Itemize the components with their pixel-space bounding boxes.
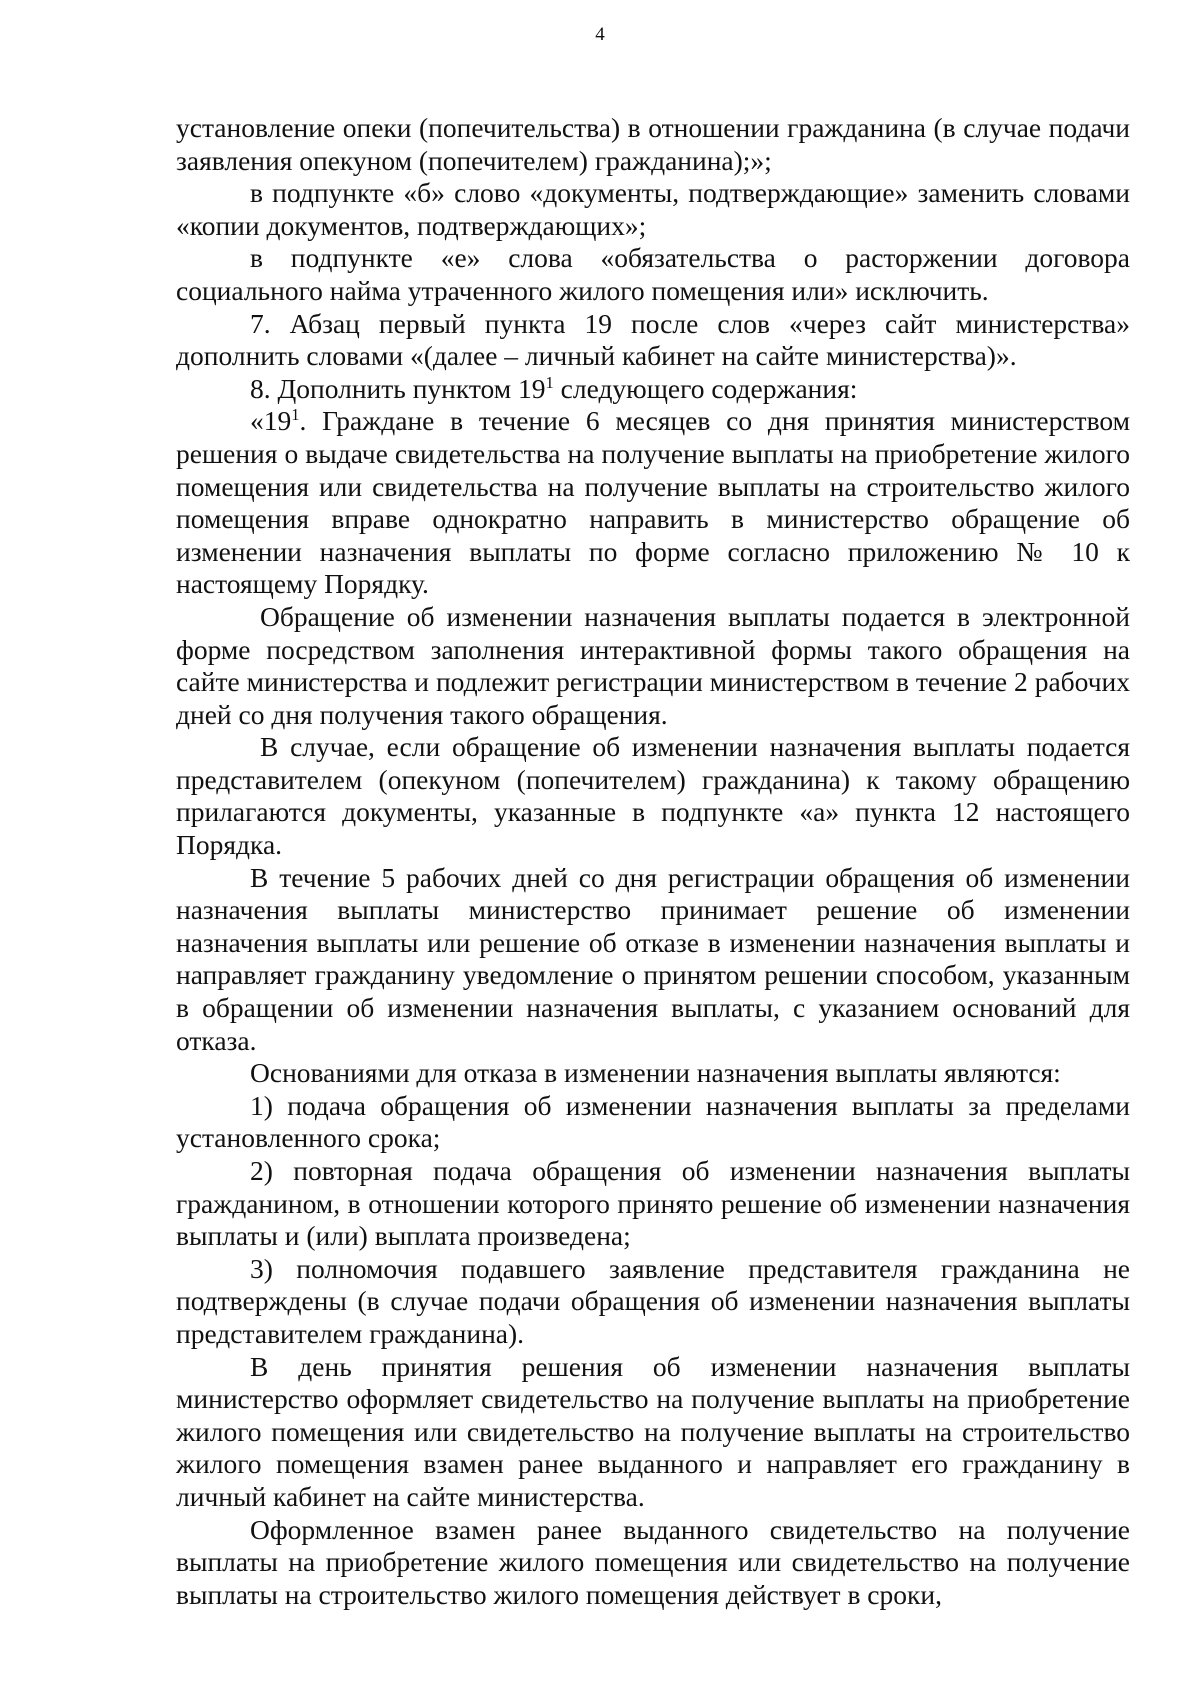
item-19-1-text-start: «19 bbox=[250, 405, 292, 437]
item-8-text-end: следующего содержания: bbox=[553, 372, 858, 404]
item-8-text-start: 8. Дополнить пунктом 19 bbox=[250, 372, 546, 404]
list-item-1: 1) подача обращения об изменении назначения выплаты за пределами установленного срока; bbox=[176, 1089, 1130, 1154]
paragraph-subitem-e: в подпункте «е» слова «обязательства о расторжении договора социального найма утраченного жилого помещения или» исключить. bbox=[176, 242, 1130, 306]
document-body bbox=[176, 112, 1130, 1611]
item-19-1-text-end: . Граждане в течение 6 месяцев со дня принятия министерством решения о выдаче свидетельства на получение выплаты на приобретение жилого помещения или свидетельства на получение выплаты на строительство жилого помещения вправе однократно направить в министерство обращение об изменении назначения выплаты по форме согласно приложению № 10 к настоящему Порядку. bbox=[176, 405, 1130, 600]
paragraph-representative: В случае, если обращение об изменении назначения выплаты подается представителем (опекуном (попечителем) гражданина) к такому обращению прилагаются документы, указанные в подпункте «а» пункта 12 настоящего Порядка. bbox=[176, 731, 1130, 861]
superscript-number: 1 bbox=[545, 372, 554, 392]
list-item-3: 3) полномочия подавшего заявление представителя гражданина не подтверждены (в случае подачи обращения об изменении назначения выплаты представителем гражданина). bbox=[176, 1252, 1130, 1349]
paragraph-replacement-certificate: Оформленное взамен ранее выданного свидетельство на получение выплаты на приобретение жилого помещения или свидетельство на получение выплаты на строительство жилого помещения действует в сроки, bbox=[176, 1513, 1130, 1610]
superscript-number: 1 bbox=[291, 405, 300, 425]
paragraph-electronic-form: Обращение об изменении назначения выплаты подается в электронной форме посредством заполнения интерактивной формы такого обращения на сайте министерства и подлежит регистрации министерством в течение 2 рабочих дней со дня получения такого обращения. bbox=[176, 600, 1130, 730]
page-number: 4 bbox=[595, 24, 605, 45]
paragraph-five-days: В течение 5 рабочих дней со дня регистрации обращения об изменении назначения выплаты министерство принимает решение об изменении назначения выплаты или решение об отказе в изменении назначения выплаты и направляет гражданину уведомление о принятом решении способом, указанным в обращении об изменении назначения выплаты, с указанием оснований для отказа. bbox=[176, 861, 1130, 1056]
paragraph-guardianship: установление опеки (попечительства) в отношении гражданина (в случае подачи заявления опекуном (попечителем) гражданина);»; bbox=[176, 112, 1130, 176]
paragraph-item-8 bbox=[176, 373, 1130, 406]
list-item-2: 2) повторная подача обращения об изменении назначения выплаты гражданином, в отношении которого принято решение об изменении назначения выплаты и (или) выплата произведена; bbox=[176, 1155, 1130, 1252]
paragraph-refusal-grounds: Основаниями для отказа в изменении назначения выплаты являются: bbox=[250, 1057, 1061, 1089]
paragraph-subitem-b: в подпункте «б» слово «документы, подтверждающие» заменить словами «копии документов, подтверждающих»; bbox=[176, 177, 1130, 241]
paragraph-item-7: 7. Абзац первый пункта 19 после слов «через сайт министерства» дополнить словами «(далее – личный кабинет на сайте министерства)». bbox=[176, 307, 1130, 372]
paragraph-decision-day: В день принятия решения об изменении назначения выплаты министерство оформляет свидетельство на получение выплаты на приобретение жилого помещения или свидетельство на получение выплаты на строительство жилого помещения взамен ранее выданного и направляет его гражданину в личный кабинет на сайте министерства. bbox=[176, 1350, 1130, 1512]
paragraph-item-19-1 bbox=[176, 405, 1130, 601]
